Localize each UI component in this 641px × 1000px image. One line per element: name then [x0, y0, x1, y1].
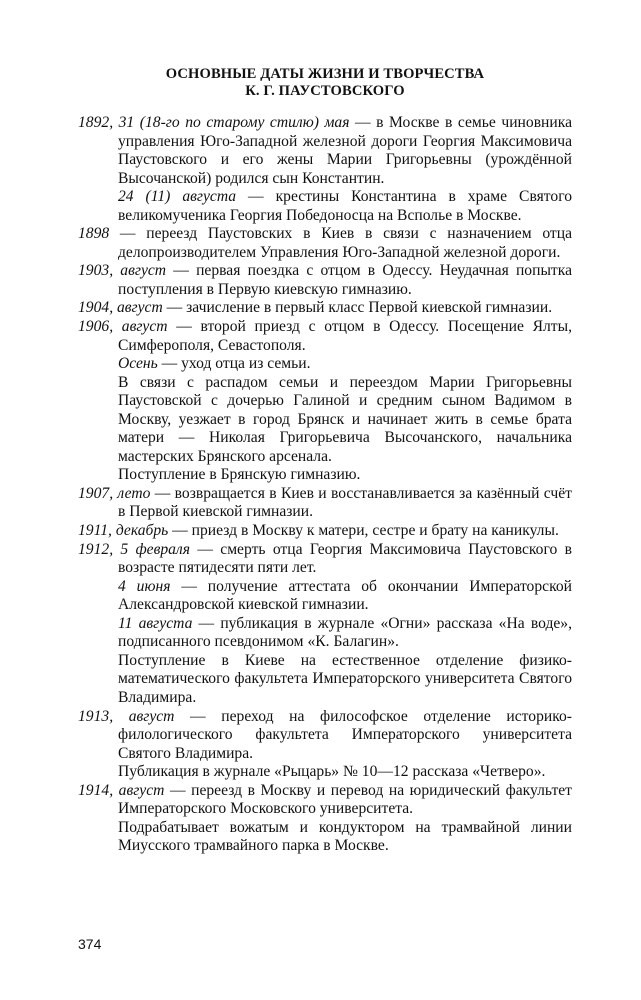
entry-paragraph	[78, 318, 572, 355]
chronology-entry	[78, 299, 572, 318]
entry-subparagraph	[78, 188, 572, 225]
entry-text: Поступление в Киеве на естественное отделение физико-математического факультета Императорского университета Святого Владимира.	[118, 651, 572, 706]
entry-date: 1912, 5 февраля	[78, 540, 190, 558]
entry-paragraph	[78, 485, 572, 522]
entry-paragraph	[78, 708, 572, 764]
entry-text: В связи с распадом семьи и переездом Марии Григорьевны Паустовской с дочерью Галиной и средним сыном Вадимом в Москву, уезжает в город Брянск и начинает жить в семье брата матери — Николая Григорьевича Высочанского, начальника мастерских Брянского арсенала.	[118, 373, 572, 465]
entry-date: Осень	[118, 355, 158, 373]
entry-date: 1913, август	[78, 707, 175, 725]
chronology-entry	[78, 485, 572, 522]
entry-text: Публикация в журнале «Рыцарь» № 10—12 рассказа «Четверо».	[118, 763, 546, 781]
entry-subparagraph	[78, 763, 572, 782]
entry-subparagraph	[78, 466, 572, 485]
chronology-entry	[78, 114, 572, 225]
entry-text: — переезд в Москву и перевод на юридический факультет Императорского Московского университета.	[118, 781, 572, 818]
entry-subparagraph	[78, 578, 572, 615]
entry-text: — приезд в Москву к матери, сестре и брату на каникулы.	[168, 522, 559, 540]
entry-text: — возвращается в Киев и восстанавливается за казённый счёт в Первой киевской гимназии.	[118, 484, 572, 521]
heading-line-2: К. Г. ПАУСТОВСКОГО	[245, 83, 405, 99]
entry-paragraph	[78, 225, 572, 262]
entry-subparagraph	[78, 652, 572, 708]
entry-date: 1914, август	[78, 781, 165, 799]
entry-text: — переход на философское отделение историко-филологического факультета Императорского университета Святого Владимира.	[118, 707, 572, 762]
entry-text: — в Москве в семье чиновника управления Юго-Западной железной дороги Георгия Максимовича Паустовского и его жены Марии Григорьевны (урождённой Высочанской) родился сын Константин.	[118, 114, 573, 187]
entry-date: 24 (11) августа	[118, 188, 237, 206]
entry-date: 1911, декабрь	[78, 522, 169, 540]
chronology-list	[78, 114, 572, 856]
chapter-heading	[78, 66, 572, 100]
entry-text: — первая поездка с отцом в Одессу. Неудачная попытка поступления в Первую киевскую гимназию.	[118, 262, 572, 298]
chronology-entry	[78, 318, 572, 485]
entry-paragraph	[78, 522, 572, 541]
entry-text: — второй приезд с отцом в Одессу. Посещение Ялты, Симферополя, Севастополя.	[118, 318, 572, 354]
entry-text: — уход отца из семьи.	[157, 355, 311, 373]
entry-text: — переезд Паустовских в Киев в связи с назначением отца делопроизводителем Управления Юго-Западной железной дороги.	[109, 225, 572, 261]
entry-text: — зачисление в первый класс Первой киевской гимназии.	[162, 299, 553, 317]
chronology-entry	[78, 522, 572, 541]
page-number: 374	[78, 936, 102, 952]
chronology-entry	[78, 782, 572, 856]
chronology-entry	[78, 541, 572, 708]
chronology-entry	[78, 225, 572, 262]
entry-text: Подрабатывает вожатым и кондуктором на трамвайной линии Миусского трамвайного парка в Москве.	[118, 818, 572, 855]
entry-subparagraph	[78, 819, 572, 856]
entry-date: 1904, август	[78, 299, 163, 317]
chronology-entry	[78, 708, 572, 782]
entry-paragraph	[78, 262, 572, 299]
entry-subparagraph	[78, 374, 572, 467]
entry-text: — публикация в журнале «Огни» рассказа «На воде», подписанного псевдонимом «К. Балагин».	[118, 614, 572, 651]
entry-paragraph	[78, 299, 572, 318]
entry-date: 1898	[78, 225, 110, 243]
chronology-entry	[78, 262, 572, 299]
entry-text: — смерть отца Георгия Максимовича Паустовского в возрасте пятидесяти пяти лет.	[118, 540, 572, 577]
entry-date: 4 июня	[118, 577, 171, 595]
entry-date: 1903, август	[78, 262, 167, 280]
entry-text: — крестины Константина в храме Святого великомученика Георгия Победоносца на Всполье в Москве.	[118, 188, 572, 224]
entry-subparagraph	[78, 355, 572, 374]
entry-text: Поступление в Брянскую гимназию.	[118, 466, 361, 484]
entry-paragraph	[78, 541, 572, 578]
entry-date: 1892, 31 (18-го по старому стилю) мая	[78, 114, 350, 131]
entry-subparagraph	[78, 615, 572, 652]
entry-text: — получение аттестата об окончании Императорской Александровской киевской гимназии.	[118, 577, 572, 614]
entry-date: 11 августа	[118, 614, 193, 632]
entry-date: 1907, лето	[78, 484, 151, 502]
entry-paragraph	[78, 114, 572, 188]
entry-paragraph	[78, 782, 572, 819]
heading-line-1: ОСНОВНЫЕ ДАТЫ ЖИЗНИ И ТВОРЧЕСТВА	[165, 66, 485, 82]
entry-date: 1906, август	[78, 318, 168, 336]
